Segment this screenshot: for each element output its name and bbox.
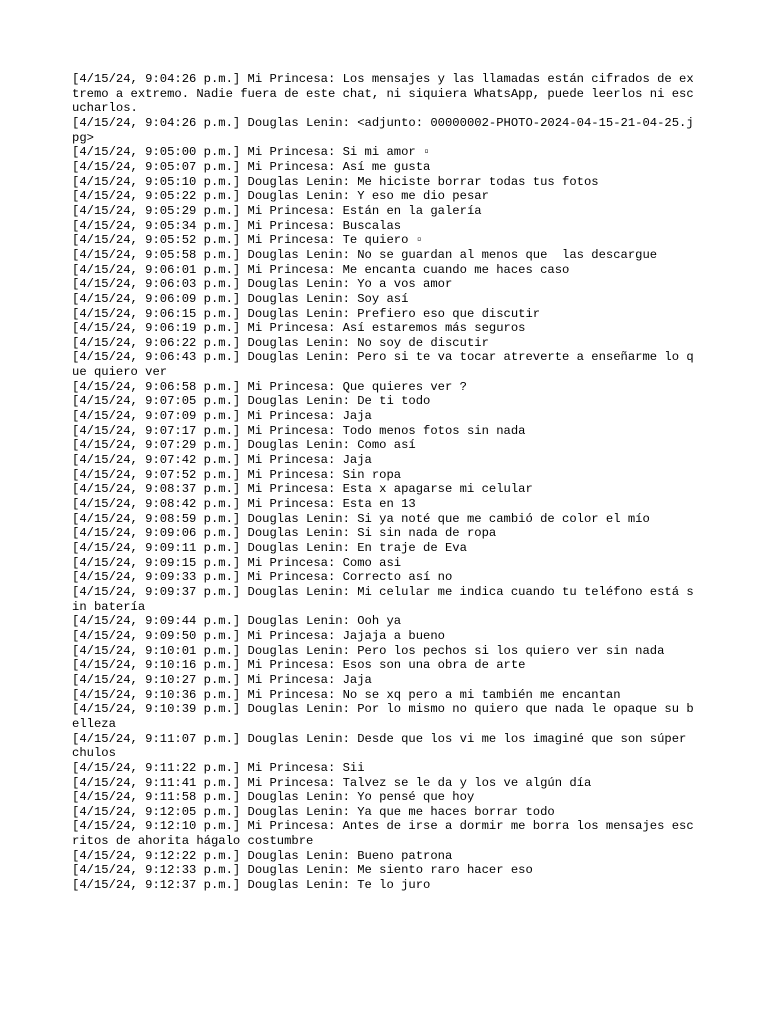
chat-line: [4/15/24, 9:05:58 p.m.] Douglas Lenin: No se guardan al menos que las descargue bbox=[72, 247, 658, 262]
chat-line: [4/15/24, 9:09:37 p.m.] Douglas Lenin: Mi celular me indica cuando tu teléfono está sin batería bbox=[72, 584, 694, 614]
chat-line: [4/15/24, 9:05:29 p.m.] Mi Princesa: Están en la galería bbox=[72, 203, 482, 218]
chat-line: [4/15/24, 9:11:07 p.m.] Douglas Lenin: Desde que los vi me los imaginé que son súper chulos bbox=[72, 731, 694, 761]
chat-line: [4/15/24, 9:09:33 p.m.] Mi Princesa: Correcto así no bbox=[72, 570, 453, 585]
chat-line: [4/15/24, 9:10:27 p.m.] Mi Princesa: Jaja bbox=[72, 672, 372, 687]
chat-line: [4/15/24, 9:08:42 p.m.] Mi Princesa: Esta en 13 bbox=[72, 497, 416, 512]
chat-line: [4/15/24, 9:07:05 p.m.] Douglas Lenin: De ti todo bbox=[72, 394, 431, 409]
chat-line: [4/15/24, 9:06:43 p.m.] Douglas Lenin: Pero si te va tocar atreverte a enseñarme lo que quiero ver bbox=[72, 350, 694, 380]
chat-line: [4/15/24, 9:06:01 p.m.] Mi Princesa: Me encanta cuando me haces caso bbox=[72, 262, 570, 277]
chat-line: [4/15/24, 9:09:44 p.m.] Douglas Lenin: Ooh ya bbox=[72, 614, 402, 629]
chat-line: [4/15/24, 9:11:58 p.m.] Douglas Lenin: Yo pensé que hoy bbox=[72, 790, 475, 805]
chat-line: [4/15/24, 9:07:17 p.m.] Mi Princesa: Todo menos fotos sin nada bbox=[72, 423, 526, 438]
chat-line: [4/15/24, 9:06:19 p.m.] Mi Princesa: Así estaremos más seguros bbox=[72, 321, 526, 336]
chat-line: [4/15/24, 9:06:15 p.m.] Douglas Lenin: Prefiero eso que discutir bbox=[72, 306, 541, 321]
chat-line: [4/15/24, 9:05:22 p.m.] Douglas Lenin: Y eso me dio pesar bbox=[72, 189, 489, 204]
chat-line: [4/15/24, 9:09:06 p.m.] Douglas Lenin: Si sin nada de ropa bbox=[72, 526, 497, 541]
chat-line: [4/15/24, 9:10:36 p.m.] Mi Princesa: No se xq pero a mi también me encantan bbox=[72, 687, 621, 702]
chat-line: [4/15/24, 9:12:33 p.m.] Douglas Lenin: Me siento raro hacer eso bbox=[72, 863, 533, 878]
chat-line: [4/15/24, 9:09:15 p.m.] Mi Princesa: Como asi bbox=[72, 555, 402, 570]
chat-line: [4/15/24, 9:12:10 p.m.] Mi Princesa: Antes de irse a dormir me borra los mensajes escritos de ahorita hágalo costumbre bbox=[72, 819, 694, 849]
chat-line: [4/15/24, 9:12:22 p.m.] Douglas Lenin: Bueno patrona bbox=[72, 848, 453, 863]
chat-line: [4/15/24, 9:07:42 p.m.] Mi Princesa: Jaja bbox=[72, 453, 372, 468]
chat-line: [4/15/24, 9:05:10 p.m.] Douglas Lenin: Me hiciste borrar todas tus fotos bbox=[72, 174, 599, 189]
chat-line: [4/15/24, 9:11:22 p.m.] Mi Princesa: Sii bbox=[72, 760, 365, 775]
chat-line: [4/15/24, 9:06:22 p.m.] Douglas Lenin: No soy de discutir bbox=[72, 335, 489, 350]
chat-line: [4/15/24, 9:05:52 p.m.] Mi Princesa: Te quiero ▫ bbox=[72, 233, 424, 248]
chat-line: [4/15/24, 9:12:05 p.m.] Douglas Lenin: Ya que me haces borrar todo bbox=[72, 804, 555, 819]
chat-line: [4/15/24, 9:08:59 p.m.] Douglas Lenin: Si ya noté que me cambió de color el mío bbox=[72, 511, 650, 526]
chat-line: [4/15/24, 9:07:29 p.m.] Douglas Lenin: Como así bbox=[72, 438, 416, 453]
chat-line: [4/15/24, 9:04:26 p.m.] Mi Princesa: Los mensajes y las llamadas están cifrados de extremo a extremo. Nadie fuera de este chat, ni siquiera WhatsApp, puede leerlos ni escucharlos. bbox=[72, 72, 694, 116]
chat-line: [4/15/24, 9:09:50 p.m.] Mi Princesa: Jajaja a bueno bbox=[72, 628, 445, 643]
chat-line: [4/15/24, 9:05:00 p.m.] Mi Princesa: Si mi amor ▫ bbox=[72, 145, 431, 160]
chat-line: [4/15/24, 9:10:16 p.m.] Mi Princesa: Esos son una obra de arte bbox=[72, 658, 526, 673]
chat-line: [4/15/24, 9:05:34 p.m.] Mi Princesa: Buscalas bbox=[72, 218, 402, 233]
chat-line: [4/15/24, 9:07:09 p.m.] Mi Princesa: Jaja bbox=[72, 409, 372, 424]
chat-line: [4/15/24, 9:05:07 p.m.] Mi Princesa: Así me gusta bbox=[72, 159, 431, 174]
chat-line: [4/15/24, 9:06:09 p.m.] Douglas Lenin: Soy así bbox=[72, 291, 409, 306]
chat-line: [4/15/24, 9:09:11 p.m.] Douglas Lenin: En traje de Eva bbox=[72, 541, 467, 555]
chat-line: [4/15/24, 9:11:41 p.m.] Mi Princesa: Talvez se le da y los ve algún día bbox=[72, 775, 592, 790]
chat-line: [4/15/24, 9:07:52 p.m.] Mi Princesa: Sin ropa bbox=[72, 467, 402, 482]
chat-line: [4/15/24, 9:06:58 p.m.] Mi Princesa: Que quieres ver ? bbox=[72, 379, 467, 394]
chat-line: [4/15/24, 9:10:01 p.m.] Douglas Lenin: Pero los pechos si los quiero ver sin nada bbox=[72, 643, 665, 658]
chat-line: [4/15/24, 9:12:37 p.m.] Douglas Lenin: Te lo juro bbox=[72, 878, 431, 893]
chat-transcript bbox=[72, 72, 700, 893]
chat-line: [4/15/24, 9:10:39 p.m.] Douglas Lenin: Por lo mismo no quiero que nada le opaque su belleza bbox=[72, 702, 694, 731]
chat-line: [4/15/24, 9:06:03 p.m.] Douglas Lenin: Yo a vos amor bbox=[72, 277, 453, 292]
chat-line: [4/15/24, 9:04:26 p.m.] Douglas Lenin: <adjunto: 00000002-PHOTO-2024-04-15-21-04-25.jpg> bbox=[72, 115, 694, 145]
chat-line: [4/15/24, 9:08:37 p.m.] Mi Princesa: Esta x apagarse mi celular bbox=[72, 482, 533, 497]
